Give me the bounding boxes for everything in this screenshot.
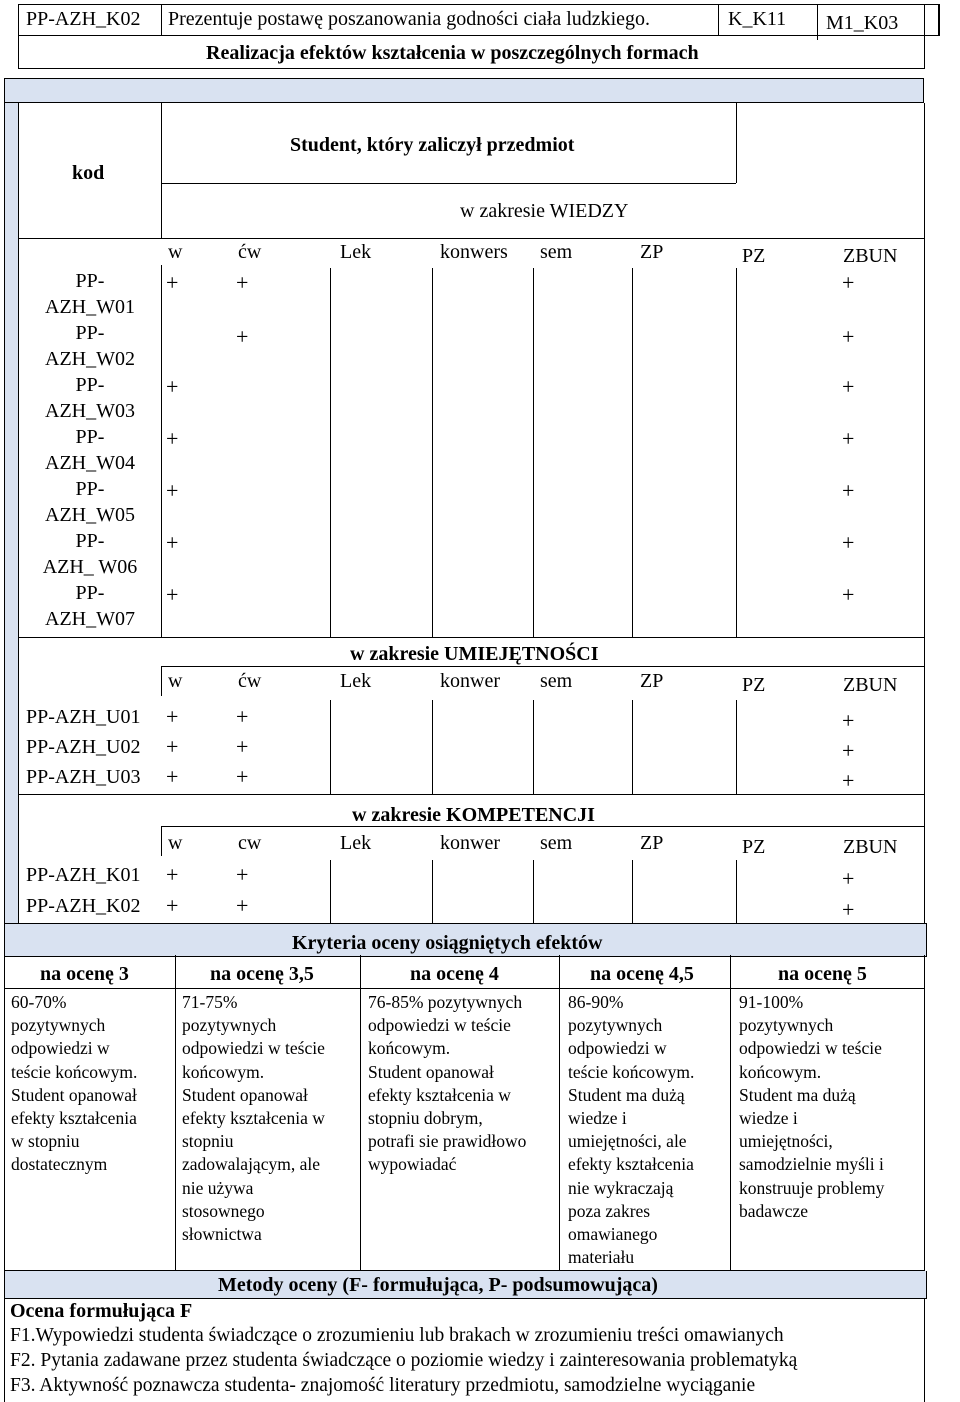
wiedza-code-w05: PP- AZH_W05 (45, 478, 135, 526)
umiej-u01-cw: + (236, 704, 249, 729)
wiedza-col-w: w (168, 241, 183, 263)
wiedza-col-cw: ćw (238, 241, 262, 263)
grade-3-5: na ocenę 3,5 (210, 963, 314, 985)
umiej-col-w: w (168, 670, 183, 692)
komp-k02-zbun: + (842, 897, 855, 922)
grade-3: na ocenę 3 (40, 963, 129, 985)
umiej-col-konwer: konwer (440, 670, 500, 692)
umiej-code-u02: PP-AZH_U02 (26, 736, 141, 758)
umiej-u01-zbun: + (842, 708, 855, 733)
wiedza-w05-zbun: + (842, 478, 855, 503)
wiedza-col-lek: Lek (340, 241, 372, 263)
umiejetnosci-title: w zakresie UMIEJĘTNOŚCI (350, 643, 599, 665)
umiej-u02-cw: + (236, 734, 249, 759)
komp-col-sem: sem (540, 832, 573, 854)
wiedza-w01-zbun: + (842, 270, 855, 295)
komp-code-k02: PP-AZH_K02 (26, 895, 141, 917)
criteria-text-3-5: 71-75% pozytywnych odpowiedzi w teście końcowym. Student opanował efekty kształcenia w stopniu zadowalającym, ale nie używa stosownego słownictwa (182, 992, 325, 1245)
wiedza-w02-cw: + (236, 324, 249, 349)
metody-title: Metody oceny (F- formułująca, P- podsumowująca) (218, 1274, 658, 1296)
wiedza-code-w02: PP- AZH_W02 (45, 322, 135, 370)
umiej-code-u01: PP-AZH_U01 (26, 706, 141, 728)
umiej-col-cw: ćw (238, 670, 262, 692)
wiedza-w06-zbun: + (842, 530, 855, 555)
wiedza-col-zbun: ZBUN (843, 245, 898, 267)
wiedza-w04-zbun: + (842, 426, 855, 451)
komp-k02-cw: + (236, 893, 249, 918)
kod-label: kod (72, 162, 105, 184)
wiedza-w01-w: + (166, 270, 179, 295)
wiedza-col-konwers: konwers (440, 241, 508, 263)
komp-k02-w: + (166, 893, 179, 918)
metody-item-f2: F2. Pytania zadawane przez studenta świadczące o poziomie wiedzy i zainteresowania problematyką (10, 1350, 798, 1371)
komp-col-cw: cw (238, 832, 262, 854)
wiedza-w04-w: + (166, 426, 179, 451)
komp-col-w: w (168, 832, 183, 854)
criteria-text-5: 91-100% pozytywnych odpowiedzi w teście końcowym. Student ma dużą wiedze i umiejętności, samodzielnie myśli i konstruuje problemy badawcze (739, 992, 885, 1221)
umiej-col-zp: ZP (640, 670, 664, 692)
umiej-u03-cw: + (236, 764, 249, 789)
criteria-text-4: 76-85% pozytywnych odpowiedzi w teście końcowym. Student opanował efekty kształcenia w stopniu dobrym, potrafi sie prawidłowo wypowiadać (368, 992, 527, 1175)
metody-item-f1: F1.Wypowiedzi studenta świadczące o zrozumieniu lub brakach w zrozumieniu treści omawianych (10, 1325, 784, 1346)
umiej-u03-zbun: + (842, 768, 855, 793)
metody-item-f3: F3. Aktywność poznawcza studenta- znajomość literatury przedmiotu, samodzielne wyciąganie (10, 1375, 756, 1396)
umiej-col-lek: Lek (340, 670, 372, 692)
criteria-text-4-5: 86-90% pozytywnych odpowiedzi w teście końcowym. Student ma dużą wiedze i umiejętności, ale efekty kształcenia nie wykraczają poza zakres omawianego materiału (568, 992, 695, 1268)
wiedza-col-pz: PZ (742, 245, 766, 267)
wiedza-w01-cw: + (236, 270, 249, 295)
wiedza-w03-zbun: + (842, 374, 855, 399)
wiedza-w03-w: + (166, 374, 179, 399)
wiedza-title: w zakresie WIEDZY (460, 200, 629, 222)
umiej-col-sem: sem (540, 670, 573, 692)
wiedza-w05-w: + (166, 478, 179, 503)
umiej-u02-w: + (166, 734, 179, 759)
wiedza-w07-w: + (166, 582, 179, 607)
realizacja-header: Realizacja efektów kształcenia w poszczególnych formach (206, 42, 699, 64)
top-m-ref: M1_K03 (826, 12, 899, 34)
umiej-col-zbun: ZBUN (843, 674, 898, 696)
student-header: Student, który zaliczył przedmiot (290, 134, 575, 156)
umiej-u01-w: + (166, 704, 179, 729)
wiedza-col-zp: ZP (640, 241, 664, 263)
wiedza-w06-w: + (166, 530, 179, 555)
criteria-text-3: 60-70% pozytywnych odpowiedzi w teście końcowym. Student opanował efekty kształcenia w stopniu dostatecznym (11, 992, 138, 1175)
wiedza-w02-zbun: + (842, 324, 855, 349)
grade-4: na ocenę 4 (410, 963, 499, 985)
komp-col-zp: ZP (640, 832, 664, 854)
komp-k01-zbun: + (842, 866, 855, 891)
komp-col-konwer: konwer (440, 832, 500, 854)
wiedza-code-w01: PP- AZH_W01 (45, 270, 135, 318)
umiej-col-pz: PZ (742, 674, 766, 696)
top-code: PP-AZH_K02 (26, 8, 141, 30)
grade-5: na ocenę 5 (778, 963, 867, 985)
komp-col-pz: PZ (742, 836, 766, 858)
umiej-u02-zbun: + (842, 738, 855, 763)
metody-subtitle: Ocena formułująca F (10, 1300, 193, 1322)
kompetencje-title: w zakresie KOMPETENCJI (352, 804, 595, 826)
top-k-ref: K_K11 (728, 8, 787, 30)
umiej-u03-w: + (166, 764, 179, 789)
wiedza-w07-zbun: + (842, 582, 855, 607)
komp-k01-cw: + (236, 862, 249, 887)
umiej-code-u03: PP-AZH_U03 (26, 766, 141, 788)
grade-4-5: na ocenę 4,5 (590, 963, 694, 985)
komp-k01-w: + (166, 862, 179, 887)
wiedza-code-w03: PP- AZH_W03 (45, 374, 135, 422)
wiedza-col-sem: sem (540, 241, 573, 263)
wiedza-code-w06: PP- AZH_ W06 (42, 530, 138, 578)
top-description: Prezentuje postawę poszanowania godności ciała ludzkiego. (168, 8, 651, 30)
wiedza-code-w04: PP- AZH_W04 (45, 426, 135, 474)
komp-col-zbun: ZBUN (843, 836, 898, 858)
kryteria-title: Kryteria oceny osiągniętych efektów (292, 932, 603, 954)
wiedza-code-w07: PP- AZH_W07 (45, 582, 135, 630)
komp-code-k01: PP-AZH_K01 (26, 864, 141, 886)
komp-col-lek: Lek (340, 832, 372, 854)
shaded-spacer-row (4, 78, 924, 103)
